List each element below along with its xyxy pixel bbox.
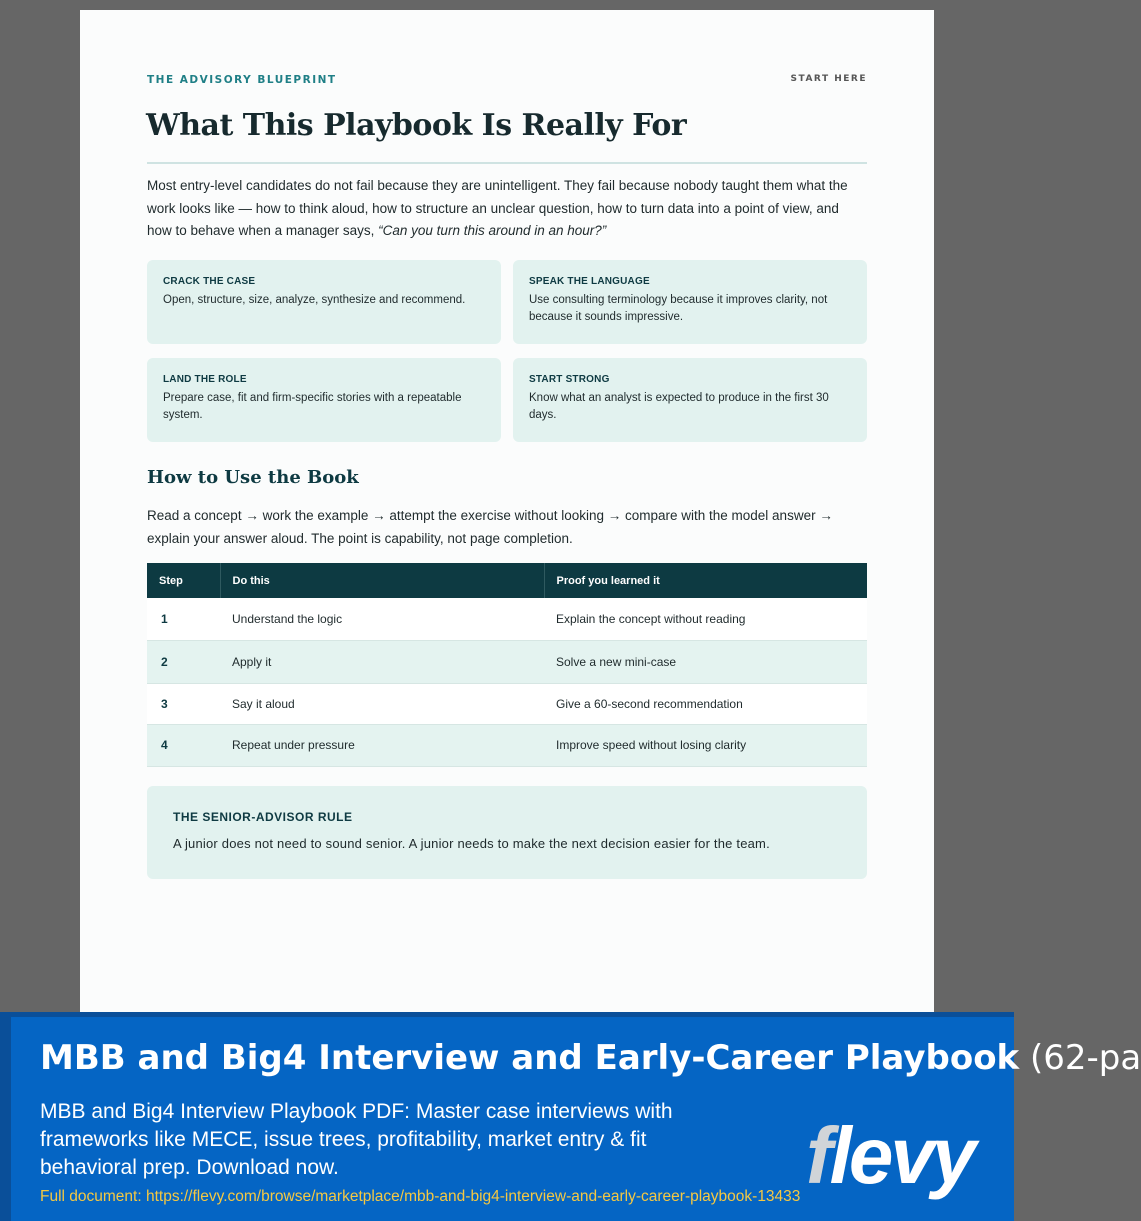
card-speak-the-language [513, 260, 867, 344]
card-land-the-role [147, 358, 501, 442]
table-header-row [147, 563, 867, 598]
banner-page-count: (62-pa [1029, 1038, 1141, 1078]
table-row [147, 724, 867, 766]
senior-advisor-callout [147, 786, 867, 879]
title-divider [147, 162, 867, 164]
step-number: 3 [147, 683, 220, 724]
card-start-strong [513, 358, 867, 442]
callout-body: A junior does not need to sound senior. A junior needs to make the next decision easier for the team. [173, 836, 770, 851]
card-title: SPEAK THE LANGUAGE [529, 276, 650, 287]
section-label: START HERE [790, 74, 867, 84]
step-number: 2 [147, 640, 220, 683]
table-row [147, 598, 867, 640]
full-document-link[interactable]: Full document: https://flevy.com/browse/marketplace/mbb-and-big4-interview-and-early-career-playbook-13433 [40, 1188, 801, 1205]
step-number: 4 [147, 724, 220, 766]
step-proof: Improve speed without losing clarity [544, 724, 867, 766]
card-body: Open, structure, size, analyze, synthesize and recommend. [163, 294, 466, 306]
section-heading: How to Use the Book [147, 467, 359, 488]
intro-paragraph [147, 175, 867, 243]
promo-banner[interactable] [0, 1012, 1141, 1221]
step-proof: Explain the concept without reading [544, 598, 867, 640]
step-proof: Give a 60-second recommendation [544, 683, 867, 724]
card-title: START STRONG [529, 374, 610, 385]
steps-table [147, 563, 867, 767]
page-title: What This Playbook Is Really For [146, 108, 687, 143]
card-title: LAND THE ROLE [163, 374, 247, 385]
column-header-do-this: Do this [220, 563, 544, 598]
step-action: Understand the logic [220, 598, 544, 640]
table-row [147, 640, 867, 683]
kicker-label: THE ADVISORY BLUEPRINT [147, 74, 337, 86]
card-body: Use consulting terminology because it improves clarity, not because it sounds impressive. [529, 294, 828, 323]
callout-title: THE SENIOR-ADVISOR RULE [173, 810, 353, 824]
banner-top-edge [0, 1012, 1014, 1017]
banner-side-edge [0, 1012, 11, 1221]
card-body: Prepare case, fit and firm-specific stories with a repeatable system. [163, 392, 462, 421]
intro-quote: “Can you turn this around in an hour?” [378, 223, 607, 238]
card-crack-the-case [147, 260, 501, 344]
step-number: 1 [147, 598, 220, 640]
step-proof: Solve a new mini-case [544, 640, 867, 683]
banner-description: MBB and Big4 Interview Playbook PDF: Master case interviews with frameworks like MECE, issue trees, profitability, market entry & fit behavioral prep. Download now. [40, 1100, 673, 1179]
card-title: CRACK THE CASE [163, 276, 256, 287]
column-header-proof: Proof you learned it [544, 563, 867, 598]
column-header-step: Step [147, 563, 220, 598]
banner-title-main: MBB and Big4 Interview and Early-Career Playbook [40, 1038, 1020, 1078]
flevy-logo [806, 1108, 973, 1204]
step-action: Apply it [220, 640, 544, 683]
step-action: Say it aloud [220, 683, 544, 724]
howto-paragraph: Read a concept → work the example → attempt the exercise without looking → compare with the model answer → explain your answer aloud. The point is capability, not page completion. [147, 508, 833, 546]
table-row [147, 683, 867, 724]
card-body: Know what an analyst is expected to produce in the first 30 days. [529, 392, 829, 421]
step-action: Repeat under pressure [220, 724, 544, 766]
logo-letters: levy [829, 1111, 974, 1200]
logo-letter-f: f [806, 1111, 830, 1200]
banner-title [40, 1038, 1141, 1078]
intro-text: Most entry-level candidates do not fail because they are unintelligent. They fail because nobody taught them what the work looks like — how to think aloud, how to structure an unclear question, how to turn data into a point of view, and how to behave when a manager says, [147, 178, 848, 238]
document-page [80, 10, 934, 1020]
